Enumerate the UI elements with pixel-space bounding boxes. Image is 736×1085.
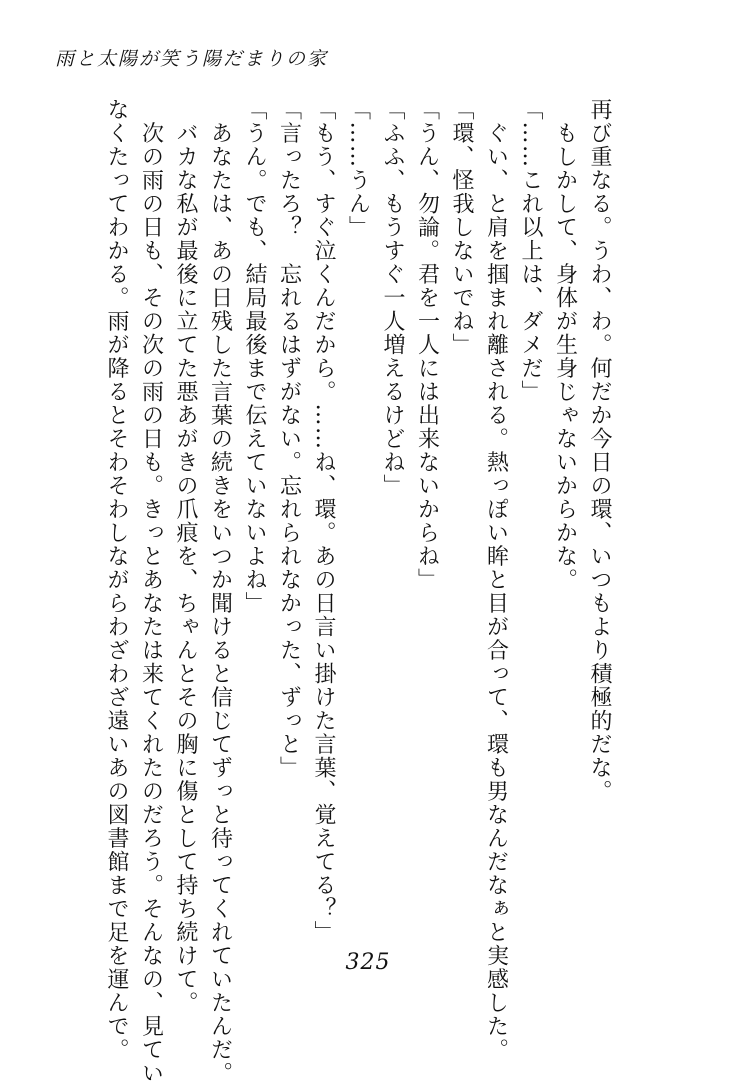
text-line: 「うん。でも、結局最後まで伝えていないよね」	[242, 98, 267, 615]
text-line: 「ふふ、もうすぐ一人増えるけどね」	[380, 98, 405, 498]
text-line: 「環、怪我しないでね」	[449, 98, 474, 357]
text-line: 「……うん」	[345, 98, 371, 239]
text-line: 「言ったろ？ 忘れるはずがない。忘れられなかった、ずっと」	[276, 98, 302, 780]
text-line: 「……これ以上は、ダメだ」	[518, 98, 543, 404]
text-line: 「うん、勿論。君を一人には出来ないからね」	[414, 98, 440, 592]
text-line: 再び重なる。うわ、わ。何だか今日の環、いつもより積極的だな。	[587, 98, 612, 803]
text-line: なくたってわかる。雨が降るとそわそわしながらわざわざ遠いあの図書館まで足を運んで。	[104, 98, 129, 1062]
text-line: あなたは、あの日残した言葉の続きをいつか聞けると信じてずっと待ってくれていたんだ。	[207, 98, 233, 1085]
running-title: 雨と太陽が笑う陽だまりの家	[55, 48, 329, 70]
text-line: 次の雨の日も、その次の雨の日も。きっとあなたは来てくれたのだろう。そんなの、見てい	[138, 98, 164, 1085]
text-line: 「もう、すぐ泣くんだから。……ね、環。あの日言い掛けた言葉、覚えてる？」	[311, 98, 336, 944]
page-number: 325	[345, 950, 391, 975]
text-line: もしかして、身体が生身じゃないからかな。	[552, 98, 578, 592]
text-line: ぐい、と肩を掴まれ離される。熱っぽい眸と目が合って、環も男なんだなぁと実感した。	[483, 98, 509, 1062]
text-line: バカな私が最後に立てた悪あがきの爪痕を、ちゃんとその胸に傷として持ち続けて。	[173, 98, 198, 1015]
